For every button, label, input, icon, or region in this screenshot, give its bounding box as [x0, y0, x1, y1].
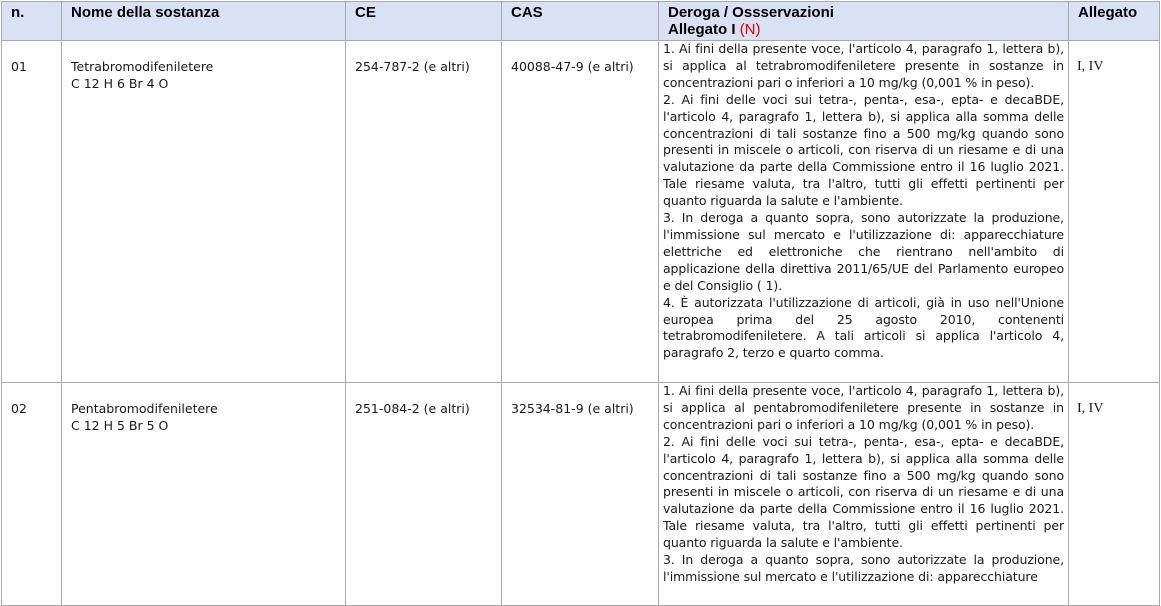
substance-formula: C 12 H 6 Br 4 O: [71, 76, 169, 91]
substances-table: [1, 1, 1160, 606]
header-ce: CE: [346, 2, 502, 41]
header-notes: [659, 2, 1069, 41]
cell-ce: 251-084-2 (e altri): [346, 383, 502, 606]
note-paragraph: 1. Ai fini della presente voce, l'articolo 4, paragrafo 1, lettera b), si applica al pentabromodifeniletere presente in sostanze in concentrazioni pari o inferiori a 10 mg/kg (0,001 % in peso).: [663, 383, 1064, 432]
table-row: [2, 41, 1160, 383]
cell-ce: 254-787-2 (e altri): [346, 41, 502, 383]
header-annex: Allegato: [1069, 2, 1160, 41]
header-cas: CAS: [502, 2, 659, 41]
note-paragraph: 3. In deroga a quanto sopra, sono autorizzate la produzione, l'immissione sul mercato e l'utilizzazione di: apparecchiature elettriche ed elettroniche che rientrano nell'ambito di applicazione della direttiva 2011/65/UE del Parlamento europeo e del Consiglio ( 1).: [663, 210, 1064, 293]
notes-text: [663, 41, 1064, 362]
substance-name: Pentabromodifeniletere: [71, 401, 218, 416]
cell-n: 01: [2, 41, 62, 383]
cell-annex: I, IV: [1069, 41, 1160, 383]
substance-name: Tetrabromodifeniletere: [71, 59, 214, 74]
cell-name: [62, 383, 346, 606]
header-notes-line1: Deroga / Ossservazioni: [668, 4, 834, 21]
table-row: [2, 383, 1160, 606]
notes-text: [663, 383, 1064, 588]
header-row: [2, 2, 1160, 41]
header-notes-flag: (N): [739, 21, 761, 38]
substance-formula: C 12 H 5 Br 5 O: [71, 418, 169, 433]
header-notes-line2: Allegato I: [668, 21, 736, 38]
note-paragraph: 1. Ai fini della presente voce, l'articolo 4, paragrafo 1, lettera b), si applica al tetrabromodifeniletere presente in sostanze in concentrazioni pari o inferiori a 10 mg/kg (0,001 % in peso).: [663, 41, 1064, 90]
cell-name: [62, 41, 346, 383]
cell-n: 02: [2, 383, 62, 606]
note-paragraph: 2. Ai fini delle voci sui tetra-, penta-, esa-, epta- e decaBDE, l'articolo 4, paragrafo 1, lettera b), si applica alla somma delle concentrazioni di tali sostanze fino a 500 mg/kg quando sono presenti in miscele o articoli, con riserva di un riesame e di una valutazione da parte della Commissione entro il 16 luglio 2021. Tale riesame valuta, tra l'altro, tutti gli effetti pertinenti per quanto riguarda la salute e l'ambiente.: [663, 91, 1064, 209]
header-name: Nome della sostanza: [62, 2, 346, 41]
note-paragraph: 4. È autorizzata l'utilizzazione di articoli, già in uso nell'Unione europea prima del 25 agosto 2010, contenenti tetrabromodifeniletere. A tali articoli si applica l'articolo 4, paragrafo 2, terzo e quarto comma.: [663, 294, 1064, 361]
cell-annex: I, IV: [1069, 383, 1160, 606]
note-paragraph: 3. In deroga a quanto sopra, sono autorizzate la produzione, l'immissione sul mercato e l'utilizzazione di: apparecchiature: [663, 552, 1064, 584]
cell-notes: [659, 383, 1069, 606]
header-n: n.: [2, 2, 62, 41]
cell-cas: 40088-47-9 (e altri): [502, 41, 659, 383]
cell-cas: 32534-81-9 (e altri): [502, 383, 659, 606]
cell-notes: [659, 41, 1069, 383]
note-paragraph: 2. Ai fini delle voci sui tetra-, penta-, esa-, epta- e decaBDE, l'articolo 4, paragrafo 1, lettera b), si applica alla somma delle concentrazioni di tali sostanze fino a 500 mg/kg quando sono presenti in miscele o articoli, con riserva di un riesame e di una valutazione da parte della Commissione entro il 16 luglio 2021. Tale riesame valuta, tra l'altro, tutti gli effetti pertinenti per quanto riguarda la salute e l'ambiente.: [663, 433, 1064, 551]
